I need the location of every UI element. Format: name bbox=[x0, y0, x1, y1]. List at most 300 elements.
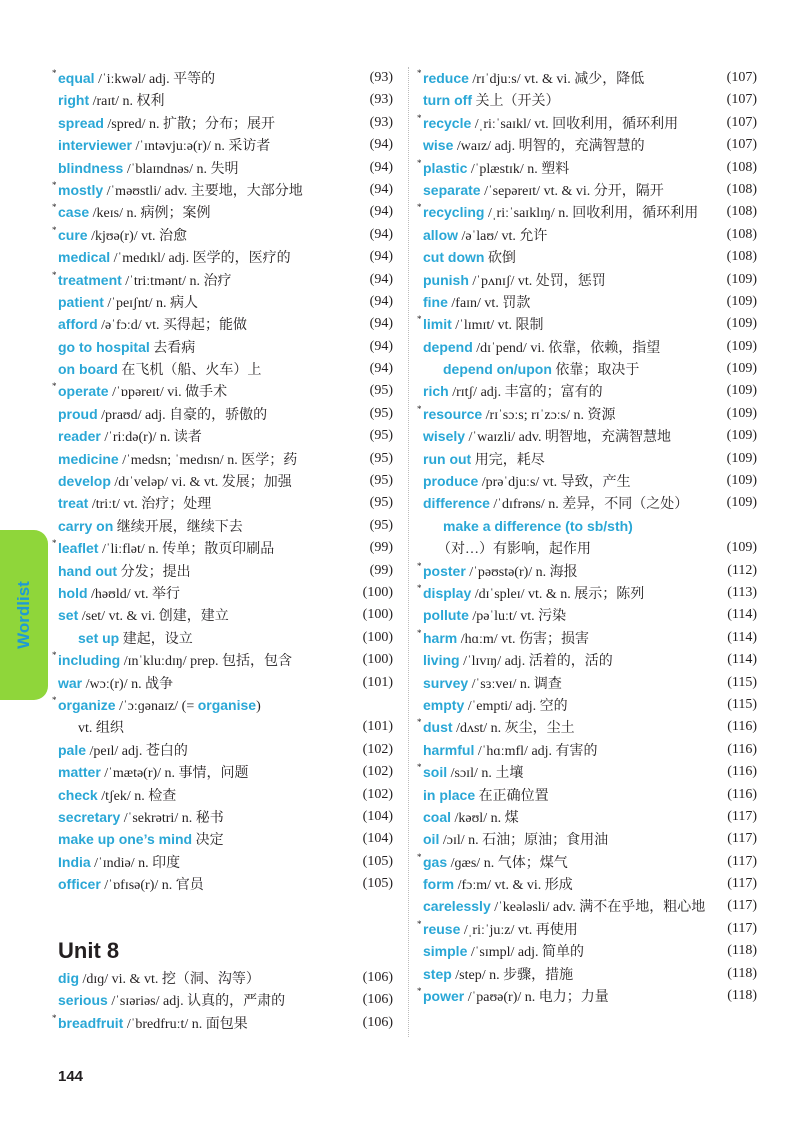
entry-definition: /dɪˈspleɪ/ vt. & n. 展示；陈列 bbox=[471, 586, 645, 602]
entry-definition: /ɡæs/ n. 气体；煤气 bbox=[447, 855, 568, 871]
wordlist-entry bbox=[423, 895, 757, 917]
entry-page-ref: (94) bbox=[369, 137, 393, 153]
entry-word: display bbox=[423, 584, 472, 601]
asterisk-icon: * bbox=[52, 381, 57, 392]
entry-page-ref: (118) bbox=[727, 965, 757, 981]
entry-page-ref: (109) bbox=[726, 450, 757, 466]
asterisk-icon: * bbox=[417, 403, 422, 414]
entry-page-ref: (94) bbox=[369, 249, 393, 265]
entry-page-ref: (109) bbox=[726, 405, 757, 421]
entry-word: living bbox=[423, 652, 460, 669]
entry-word-variant: organise bbox=[197, 696, 257, 713]
entry-definition: /sɔɪl/ n. 土壤 bbox=[447, 766, 524, 782]
wordlist-entry bbox=[58, 448, 393, 470]
entry-page-ref: (109) bbox=[726, 293, 757, 309]
entry-page-ref: (109) bbox=[726, 383, 757, 399]
entry-word: depend bbox=[423, 338, 473, 355]
entry-word: limit bbox=[423, 316, 452, 333]
entry-word: make a difference (to sb/sth) bbox=[443, 517, 633, 534]
entry-page-ref: (108) bbox=[726, 204, 757, 220]
entry-definition: /prəˈdjuːs/ vt. 导致，产生 bbox=[478, 475, 631, 491]
entry-definition: vt. 组织 bbox=[78, 721, 124, 737]
entry-word: turn off bbox=[423, 92, 472, 109]
wordlist-entry bbox=[52, 224, 393, 246]
wordlist-entry bbox=[423, 246, 757, 268]
entry-definition: /raɪt/ n. 权利 bbox=[89, 94, 165, 110]
entry-page-ref: (94) bbox=[369, 338, 393, 354]
entry-page-ref: (108) bbox=[726, 249, 757, 265]
entry-page-ref: (100) bbox=[362, 584, 393, 600]
entry-word: run out bbox=[423, 450, 472, 467]
entry-word: develop bbox=[58, 473, 111, 490]
entry-word: depend on/upon bbox=[443, 361, 552, 378]
entry-definition: /ˈiːkwəl/ adj. 平等的 bbox=[94, 72, 216, 87]
entry-page-ref: (94) bbox=[369, 361, 393, 377]
entry-definition: /praʊd/ adj. 自豪的，骄傲的 bbox=[97, 407, 268, 423]
wordlist-entry bbox=[58, 806, 393, 828]
entry-definition: /tʃek/ n. 检查 bbox=[97, 788, 177, 804]
entry-word: interviewer bbox=[58, 137, 132, 154]
entry-definition: /ˈməʊstli/ adv. 主要地，大部分地 bbox=[103, 183, 303, 199]
wordlist-entry bbox=[423, 358, 757, 380]
entry-definition: /ˈpeɪʃnt/ n. 病人 bbox=[103, 295, 198, 311]
entry-definition: /ˈmedɪkl/ adj. 医学的，医疗的 bbox=[110, 251, 291, 267]
entry-word: secretary bbox=[58, 808, 121, 825]
wordlist-entry bbox=[423, 806, 757, 828]
entry-word: fine bbox=[423, 293, 448, 310]
wordlist-entry bbox=[423, 940, 757, 962]
asterisk-icon: * bbox=[417, 762, 422, 773]
asterisk-icon: * bbox=[52, 202, 57, 213]
entry-page-ref: (95) bbox=[369, 428, 393, 444]
wordlist-entry bbox=[423, 492, 757, 514]
entry-page-ref: (107) bbox=[726, 114, 757, 130]
wordlist-entry bbox=[423, 89, 757, 111]
entry-definition: /ˈlɪmɪt/ vt. 限制 bbox=[451, 318, 544, 334]
entry-word: harm bbox=[423, 629, 458, 646]
entry-definition-tail: ) bbox=[256, 698, 261, 714]
entry-word: produce bbox=[423, 473, 479, 490]
entry-word: afford bbox=[58, 316, 98, 333]
entry-word: operate bbox=[58, 383, 109, 400]
wordlist-right-column bbox=[417, 67, 757, 1007]
entry-definition: /kjʊə(r)/ vt. 治愈 bbox=[87, 228, 188, 244]
wordlist-entry bbox=[58, 873, 393, 895]
entry-page-ref: (107) bbox=[726, 92, 757, 108]
entry-definition: 继续开展，继续下去 bbox=[113, 519, 243, 535]
wordlist-entry bbox=[417, 716, 757, 738]
entry-word: harmful bbox=[423, 741, 475, 758]
asterisk-icon: * bbox=[52, 68, 57, 78]
entry-word: check bbox=[58, 786, 98, 803]
entry-word: cut down bbox=[423, 249, 485, 266]
entry-word: case bbox=[58, 204, 90, 221]
wordlist-entry bbox=[58, 89, 393, 111]
entry-definition: /rɪˈdjuːs/ vt. & vi. 减少，降低 bbox=[468, 72, 645, 87]
wordlist-entry bbox=[58, 492, 393, 514]
asterisk-icon: * bbox=[52, 179, 57, 190]
wordlist-entry bbox=[423, 784, 757, 806]
wordlist-entry bbox=[52, 201, 393, 223]
wordlist-entry bbox=[52, 694, 393, 716]
entry-definition: 去看病 bbox=[149, 340, 196, 356]
entry-word: empty bbox=[423, 696, 465, 713]
wordlist-entry bbox=[52, 537, 393, 559]
entry-word: recycling bbox=[423, 204, 485, 221]
wordlist-entry bbox=[417, 403, 757, 425]
entry-page-ref: (95) bbox=[369, 473, 393, 489]
wordlist-entry bbox=[58, 313, 393, 335]
entry-definition: 砍倒 bbox=[484, 251, 516, 267]
wordlist-entry bbox=[58, 627, 393, 649]
entry-word: medical bbox=[58, 249, 111, 266]
entry-page-ref: (106) bbox=[362, 1014, 393, 1030]
entry-definition: 依靠；取决于 bbox=[551, 363, 640, 379]
entry-page-ref: (109) bbox=[726, 540, 757, 556]
entry-definition: /əˈfɔːd/ vt. 买得起；能做 bbox=[97, 318, 247, 334]
entry-definition: /ˈbredfruːt/ n. 面包果 bbox=[123, 1016, 248, 1032]
entry-definition: /ˌriːˈsaɪklɪŋ/ n. 回收利用，循环利用 bbox=[484, 206, 699, 222]
asterisk-icon: * bbox=[417, 717, 422, 728]
entry-word: wise bbox=[423, 137, 454, 154]
entry-page-ref: (95) bbox=[369, 517, 393, 533]
entry-definition: （对…）有影响，起作用 bbox=[437, 542, 591, 558]
entry-page-ref: (109) bbox=[726, 271, 757, 287]
entry-definition: /ˈhɑːmfl/ adj. 有害的 bbox=[474, 743, 598, 759]
wordlist-entry bbox=[417, 985, 757, 1007]
entry-word: dig bbox=[58, 970, 79, 986]
asterisk-icon: * bbox=[52, 650, 57, 661]
entry-page-ref: (117) bbox=[727, 808, 757, 824]
entry-word: medicine bbox=[58, 450, 119, 467]
wordlist-entry bbox=[423, 873, 757, 895]
wordlist-entry bbox=[58, 134, 393, 156]
entry-page-ref: (100) bbox=[362, 607, 393, 623]
entry-word: poster bbox=[423, 562, 466, 579]
entry-definition: /ˈplæstɪk/ n. 塑料 bbox=[467, 161, 570, 177]
wordlist-entry bbox=[423, 291, 757, 313]
entry-word: go to hospital bbox=[58, 338, 150, 355]
entry-definition: /ˈliːflət/ n. 传单；散页印刷品 bbox=[98, 542, 275, 558]
entry-word: wisely bbox=[423, 428, 466, 445]
entry-word: India bbox=[58, 853, 91, 870]
entry-definition: /ˈɒfɪsə(r)/ n. 官员 bbox=[100, 878, 204, 894]
entry-definition: /ˈɪntəvjuːə(r)/ n. 采访者 bbox=[131, 139, 271, 155]
entry-word: make up one’s mind bbox=[58, 831, 193, 848]
entry-page-ref: (100) bbox=[362, 629, 393, 645]
wordlist-entry bbox=[52, 269, 393, 291]
wordlist-entry bbox=[58, 560, 393, 582]
wordlist-entry bbox=[417, 313, 757, 335]
entry-word: including bbox=[58, 652, 121, 669]
entry-page-ref: (114) bbox=[727, 629, 757, 645]
wordlist-entry bbox=[58, 425, 393, 447]
entry-page-ref: (93) bbox=[369, 70, 393, 85]
entry-definition: /waɪz/ adj. 明智的，充满智慧的 bbox=[453, 139, 645, 155]
entry-page-ref: (102) bbox=[362, 786, 393, 802]
entry-definition: /ˈsepəreɪt/ vt. & vi. 分开，隔开 bbox=[480, 183, 664, 199]
entry-word: patient bbox=[58, 293, 104, 310]
wordlist-unit8-column bbox=[52, 967, 393, 1034]
entry-word: war bbox=[58, 674, 83, 691]
entry-word: breadfruit bbox=[58, 1014, 124, 1031]
entry-definition: /dɪˈveləp/ vi. & vt. 发展；加强 bbox=[110, 475, 292, 491]
entry-definition: 在正确位置 bbox=[475, 788, 549, 804]
entry-page-ref: (93) bbox=[369, 92, 393, 108]
entry-page-ref: (109) bbox=[726, 338, 757, 354]
entry-page-ref: (102) bbox=[362, 764, 393, 780]
wordlist-entry bbox=[423, 380, 757, 402]
entry-definition: 关上（开关） bbox=[471, 94, 560, 110]
entry-definition: /ˈempti/ adj. 空的 bbox=[464, 698, 568, 714]
entry-definition: /peɪl/ adj. 苍白的 bbox=[86, 743, 188, 759]
wordlist-entry bbox=[423, 425, 757, 447]
entry-definition: /ˈwaɪzli/ adv. 明智地，充满智慧地 bbox=[465, 430, 671, 446]
entry-word: step bbox=[423, 965, 452, 982]
entry-page-ref: (99) bbox=[369, 540, 393, 556]
entry-definition: /ˈriːdə(r)/ n. 读者 bbox=[100, 430, 202, 446]
entry-definition: /ˈpʌnɪʃ/ vt. 处罚，惩罚 bbox=[468, 273, 606, 289]
wordlist-entry bbox=[58, 157, 393, 179]
entry-definition: /ˈsɜːveɪ/ n. 调查 bbox=[468, 676, 562, 692]
wordlist-entry bbox=[423, 537, 757, 559]
entry-definition: /ˈpəʊstə(r)/ n. 海报 bbox=[465, 564, 578, 580]
entry-page-ref: (107) bbox=[726, 137, 757, 153]
entry-page-ref: (106) bbox=[362, 992, 393, 1008]
page-number: 144 bbox=[58, 1068, 84, 1085]
entry-page-ref: (106) bbox=[362, 970, 393, 985]
entry-word: mostly bbox=[58, 181, 104, 198]
entry-page-ref: (108) bbox=[726, 159, 757, 175]
entry-page-ref: (99) bbox=[369, 562, 393, 578]
entry-definition: /wɔː(r)/ n. 战争 bbox=[82, 676, 174, 692]
wordlist-entry bbox=[417, 157, 757, 179]
wordlist-entry bbox=[417, 761, 757, 783]
entry-word: equal bbox=[58, 70, 95, 86]
wordlist-entry bbox=[423, 224, 757, 246]
entry-word: hand out bbox=[58, 562, 118, 579]
entry-definition: /step/ n. 步骤，措施 bbox=[451, 967, 574, 983]
entry-page-ref: (109) bbox=[726, 361, 757, 377]
entry-word: reduce bbox=[423, 70, 469, 86]
asterisk-icon: * bbox=[417, 314, 422, 325]
entry-page-ref: (100) bbox=[362, 652, 393, 668]
wordlist-entry bbox=[417, 627, 757, 649]
wordlist-entry bbox=[423, 604, 757, 626]
entry-definition: /dʌst/ n. 灰尘，尘土 bbox=[452, 721, 575, 737]
entry-word: organize bbox=[58, 696, 116, 713]
entry-word: plastic bbox=[423, 159, 468, 176]
entry-page-ref: (104) bbox=[362, 808, 393, 824]
wordlist-entry bbox=[58, 989, 393, 1011]
entry-page-ref: (102) bbox=[362, 741, 393, 757]
entry-definition: 分发；提出 bbox=[117, 564, 191, 580]
entry-page-ref: (108) bbox=[726, 181, 757, 197]
wordlist-entry bbox=[58, 828, 393, 850]
entry-page-ref: (117) bbox=[727, 920, 757, 936]
entry-page-ref: (115) bbox=[727, 696, 757, 712]
wordlist-entry bbox=[52, 67, 393, 89]
entry-word: set bbox=[58, 607, 79, 624]
wordlist-entry bbox=[423, 672, 757, 694]
entry-definition: /kəʊl/ n. 煤 bbox=[451, 810, 519, 826]
asterisk-icon: * bbox=[52, 224, 57, 235]
entry-word: soil bbox=[423, 764, 448, 781]
entry-definition: /triːt/ vt. 治疗；处理 bbox=[88, 497, 212, 513]
asterisk-icon: * bbox=[52, 269, 57, 280]
entry-word: separate bbox=[423, 181, 481, 198]
wordlist-left-column bbox=[52, 67, 393, 895]
entry-page-ref: (95) bbox=[369, 450, 393, 466]
wordlist-entry bbox=[58, 604, 393, 626]
entry-definition: /set/ vt. & vi. 创建，建立 bbox=[78, 609, 229, 625]
wordlist-entry bbox=[417, 918, 757, 940]
wordlist-entry bbox=[423, 134, 757, 156]
entry-page-ref: (118) bbox=[727, 988, 757, 1004]
entry-page-ref: (104) bbox=[362, 831, 393, 847]
entry-word: gas bbox=[423, 853, 448, 870]
wordlist-entry bbox=[423, 470, 757, 492]
entry-page-ref: (117) bbox=[727, 853, 757, 869]
entry-definition: /ˈsekrətri/ n. 秘书 bbox=[120, 810, 224, 826]
entry-word: leaflet bbox=[58, 540, 99, 557]
entry-word: cure bbox=[58, 226, 88, 243]
entry-word: resource bbox=[423, 405, 483, 422]
asterisk-icon: * bbox=[417, 560, 422, 571]
entry-word: right bbox=[58, 92, 90, 109]
entry-page-ref: (93) bbox=[369, 114, 393, 130]
entry-definition: /dɪɡ/ vi. & vt. 挖（洞、沟等） bbox=[79, 972, 260, 987]
column-divider bbox=[408, 67, 409, 1037]
entry-page-ref: (94) bbox=[369, 204, 393, 220]
wordlist-entry bbox=[58, 851, 393, 873]
entry-definition: /ˈsɪmpl/ adj. 简单的 bbox=[467, 945, 585, 961]
entry-word: form bbox=[423, 876, 455, 893]
entry-word: oil bbox=[423, 831, 440, 848]
entry-definition: /həʊld/ vt. 举行 bbox=[87, 586, 181, 602]
entry-page-ref: (95) bbox=[369, 495, 393, 511]
wordlist-entry bbox=[58, 739, 393, 761]
wordlist-entry bbox=[423, 694, 757, 716]
wordlist-entry bbox=[52, 179, 393, 201]
wordlist-entry bbox=[423, 336, 757, 358]
wordlist-entry bbox=[423, 649, 757, 671]
asterisk-icon: * bbox=[52, 1012, 57, 1023]
wordlist-entry bbox=[58, 515, 393, 537]
entry-definition: /ˈkeələsli/ adv. 满不在乎地，粗心地 bbox=[490, 900, 706, 916]
wordlist-entry bbox=[423, 963, 757, 985]
asterisk-icon: * bbox=[417, 112, 422, 123]
entry-definition: /ˈɒpəreɪt/ vi. 做手术 bbox=[108, 385, 228, 401]
entry-page-ref: (116) bbox=[727, 764, 757, 780]
entry-definition: /ɔɪl/ n. 石油；原油；食用油 bbox=[439, 833, 609, 849]
entry-definition: /hɑːm/ vt. 伤害；损害 bbox=[457, 631, 590, 647]
entry-definition: 用完，耗尽 bbox=[471, 452, 545, 468]
entry-definition: /ˌriːˈjuːz/ vt. 再使用 bbox=[460, 922, 578, 938]
wordlist-entry bbox=[52, 649, 393, 671]
wordlist-entry bbox=[58, 246, 393, 268]
entry-page-ref: (105) bbox=[362, 876, 393, 892]
entry-word: dust bbox=[423, 719, 453, 736]
entry-word: treatment bbox=[58, 271, 122, 288]
entry-word: on board bbox=[58, 361, 118, 378]
entry-definition: /ˈɪndiə/ n. 印度 bbox=[90, 855, 181, 871]
entry-definition: /ˈpaʊə(r)/ n. 电力；力量 bbox=[464, 990, 609, 1006]
asterisk-icon: * bbox=[417, 986, 422, 997]
asterisk-icon: * bbox=[417, 202, 422, 213]
entry-word: officer bbox=[58, 876, 101, 893]
entry-definition: /ˈlɪvɪŋ/ adj. 活着的，活的 bbox=[459, 654, 613, 670]
wordlist-entry bbox=[58, 784, 393, 806]
entry-word: pale bbox=[58, 741, 87, 758]
wordlist-entry bbox=[58, 358, 393, 380]
entry-word: simple bbox=[423, 943, 468, 960]
wordlist-entry bbox=[423, 515, 757, 537]
entry-word: reader bbox=[58, 428, 101, 445]
entry-page-ref: (105) bbox=[362, 853, 393, 869]
entry-word: carry on bbox=[58, 517, 114, 534]
entry-page-ref: (116) bbox=[727, 786, 757, 802]
wordlist-entry bbox=[417, 67, 757, 89]
wordlist-entry bbox=[423, 269, 757, 291]
asterisk-icon: * bbox=[417, 851, 422, 862]
entry-page-ref: (107) bbox=[726, 70, 757, 85]
entry-definition: /ˈmedsn; ˈmedɪsn/ n. 医学；药 bbox=[118, 452, 298, 468]
entry-page-ref: (115) bbox=[727, 674, 757, 690]
entry-word: in place bbox=[423, 786, 476, 803]
entry-page-ref: (116) bbox=[727, 741, 757, 757]
entry-definition: /ˈmætə(r)/ n. 事情，问题 bbox=[100, 766, 249, 782]
wordlist-entry bbox=[423, 739, 757, 761]
wordlist-entry bbox=[58, 672, 393, 694]
asterisk-icon: * bbox=[417, 627, 422, 638]
entry-page-ref: (94) bbox=[369, 181, 393, 197]
entry-page-ref: (117) bbox=[727, 898, 757, 914]
entry-definition: /rɪˈsɔːs; rɪˈzɔːs/ n. 资源 bbox=[482, 407, 616, 423]
entry-word: survey bbox=[423, 674, 469, 691]
entry-page-ref: (112) bbox=[727, 562, 757, 578]
entry-page-ref: (94) bbox=[369, 293, 393, 309]
entry-definition: /ˌriːˈsaɪkl/ vt. 回收利用，循环利用 bbox=[471, 116, 679, 132]
entry-word: coal bbox=[423, 808, 452, 825]
entry-page-ref: (94) bbox=[369, 316, 393, 332]
entry-definition: /spred/ n. 扩散；分布；展开 bbox=[103, 116, 276, 132]
entry-definition: /ˈblaɪndnəs/ n. 失明 bbox=[123, 161, 239, 177]
wordlist-entry bbox=[52, 1012, 393, 1034]
entry-page-ref: (117) bbox=[727, 876, 757, 892]
entry-word: set up bbox=[78, 629, 120, 646]
entry-definition: /faɪn/ vt. 罚款 bbox=[447, 295, 531, 311]
asterisk-icon: * bbox=[417, 582, 422, 593]
entry-word: punish bbox=[423, 271, 469, 288]
entry-definition: 建起，设立 bbox=[119, 631, 193, 647]
entry-page-ref: (116) bbox=[727, 719, 757, 735]
entry-page-ref: (109) bbox=[726, 316, 757, 332]
wordlist-entry bbox=[58, 761, 393, 783]
wordlist-entry bbox=[417, 582, 757, 604]
entry-word: hold bbox=[58, 584, 88, 601]
asterisk-icon: * bbox=[417, 157, 422, 168]
wordlist-entry bbox=[58, 716, 393, 738]
entry-page-ref: (95) bbox=[369, 383, 393, 399]
wordlist-entry bbox=[58, 403, 393, 425]
entry-page-ref: (113) bbox=[727, 584, 757, 600]
asterisk-icon: * bbox=[52, 538, 57, 549]
entry-definition: /pəˈluːt/ vt. 污染 bbox=[468, 609, 567, 625]
entry-page-ref: (94) bbox=[369, 159, 393, 175]
wordlist-entry bbox=[417, 851, 757, 873]
entry-page-ref: (94) bbox=[369, 271, 393, 287]
